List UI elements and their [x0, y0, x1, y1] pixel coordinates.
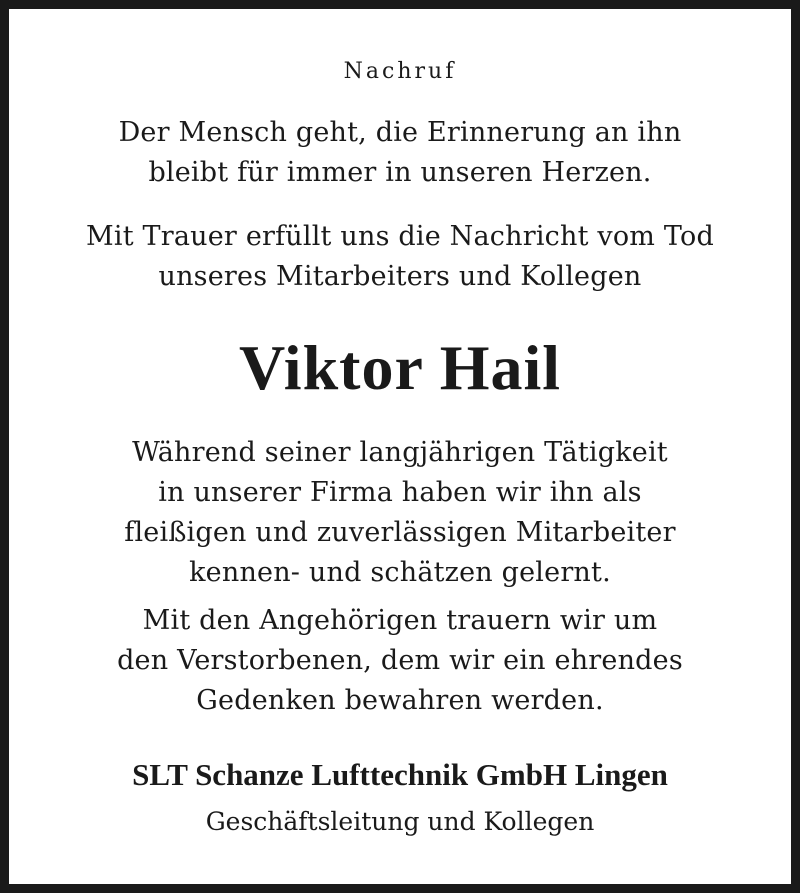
verse-line: Der Mensch geht, die Erinnerung an ihn — [118, 117, 682, 148]
tribute-line: in unserer Firma haben wir ihn als — [158, 477, 642, 508]
tribute-line: Während seiner langjährigen Tätigkeit — [132, 437, 668, 468]
intro-line: unseres Mitarbeiters und Kollegen — [158, 261, 642, 292]
condolence-line: Mit den Angehörigen trauern wir um — [142, 605, 658, 636]
company-name: SLT Schanze Lufttechnik GmbH Lingen — [132, 757, 668, 792]
verse-line: bleibt für immer in unseren Herzen. — [148, 157, 652, 188]
deceased-name: Viktor Hail — [238, 332, 562, 403]
tribute-line: fleißigen und zuverlässigen Mitarbeiter — [124, 517, 676, 548]
tribute-line: kennen- und schätzen gelernt. — [189, 557, 611, 588]
notice-heading: Nachruf — [343, 59, 457, 84]
condolence-line: Gedenken bewahren werden. — [196, 685, 604, 716]
intro-line: Mit Trauer erfüllt uns die Nachricht vom Tod — [86, 221, 714, 252]
signature-line: Geschäftsleitung und Kollegen — [205, 807, 595, 836]
obituary-notice — [9, 9, 791, 884]
condolence-line: den Verstorbenen, dem wir ein ehrendes — [117, 645, 683, 676]
